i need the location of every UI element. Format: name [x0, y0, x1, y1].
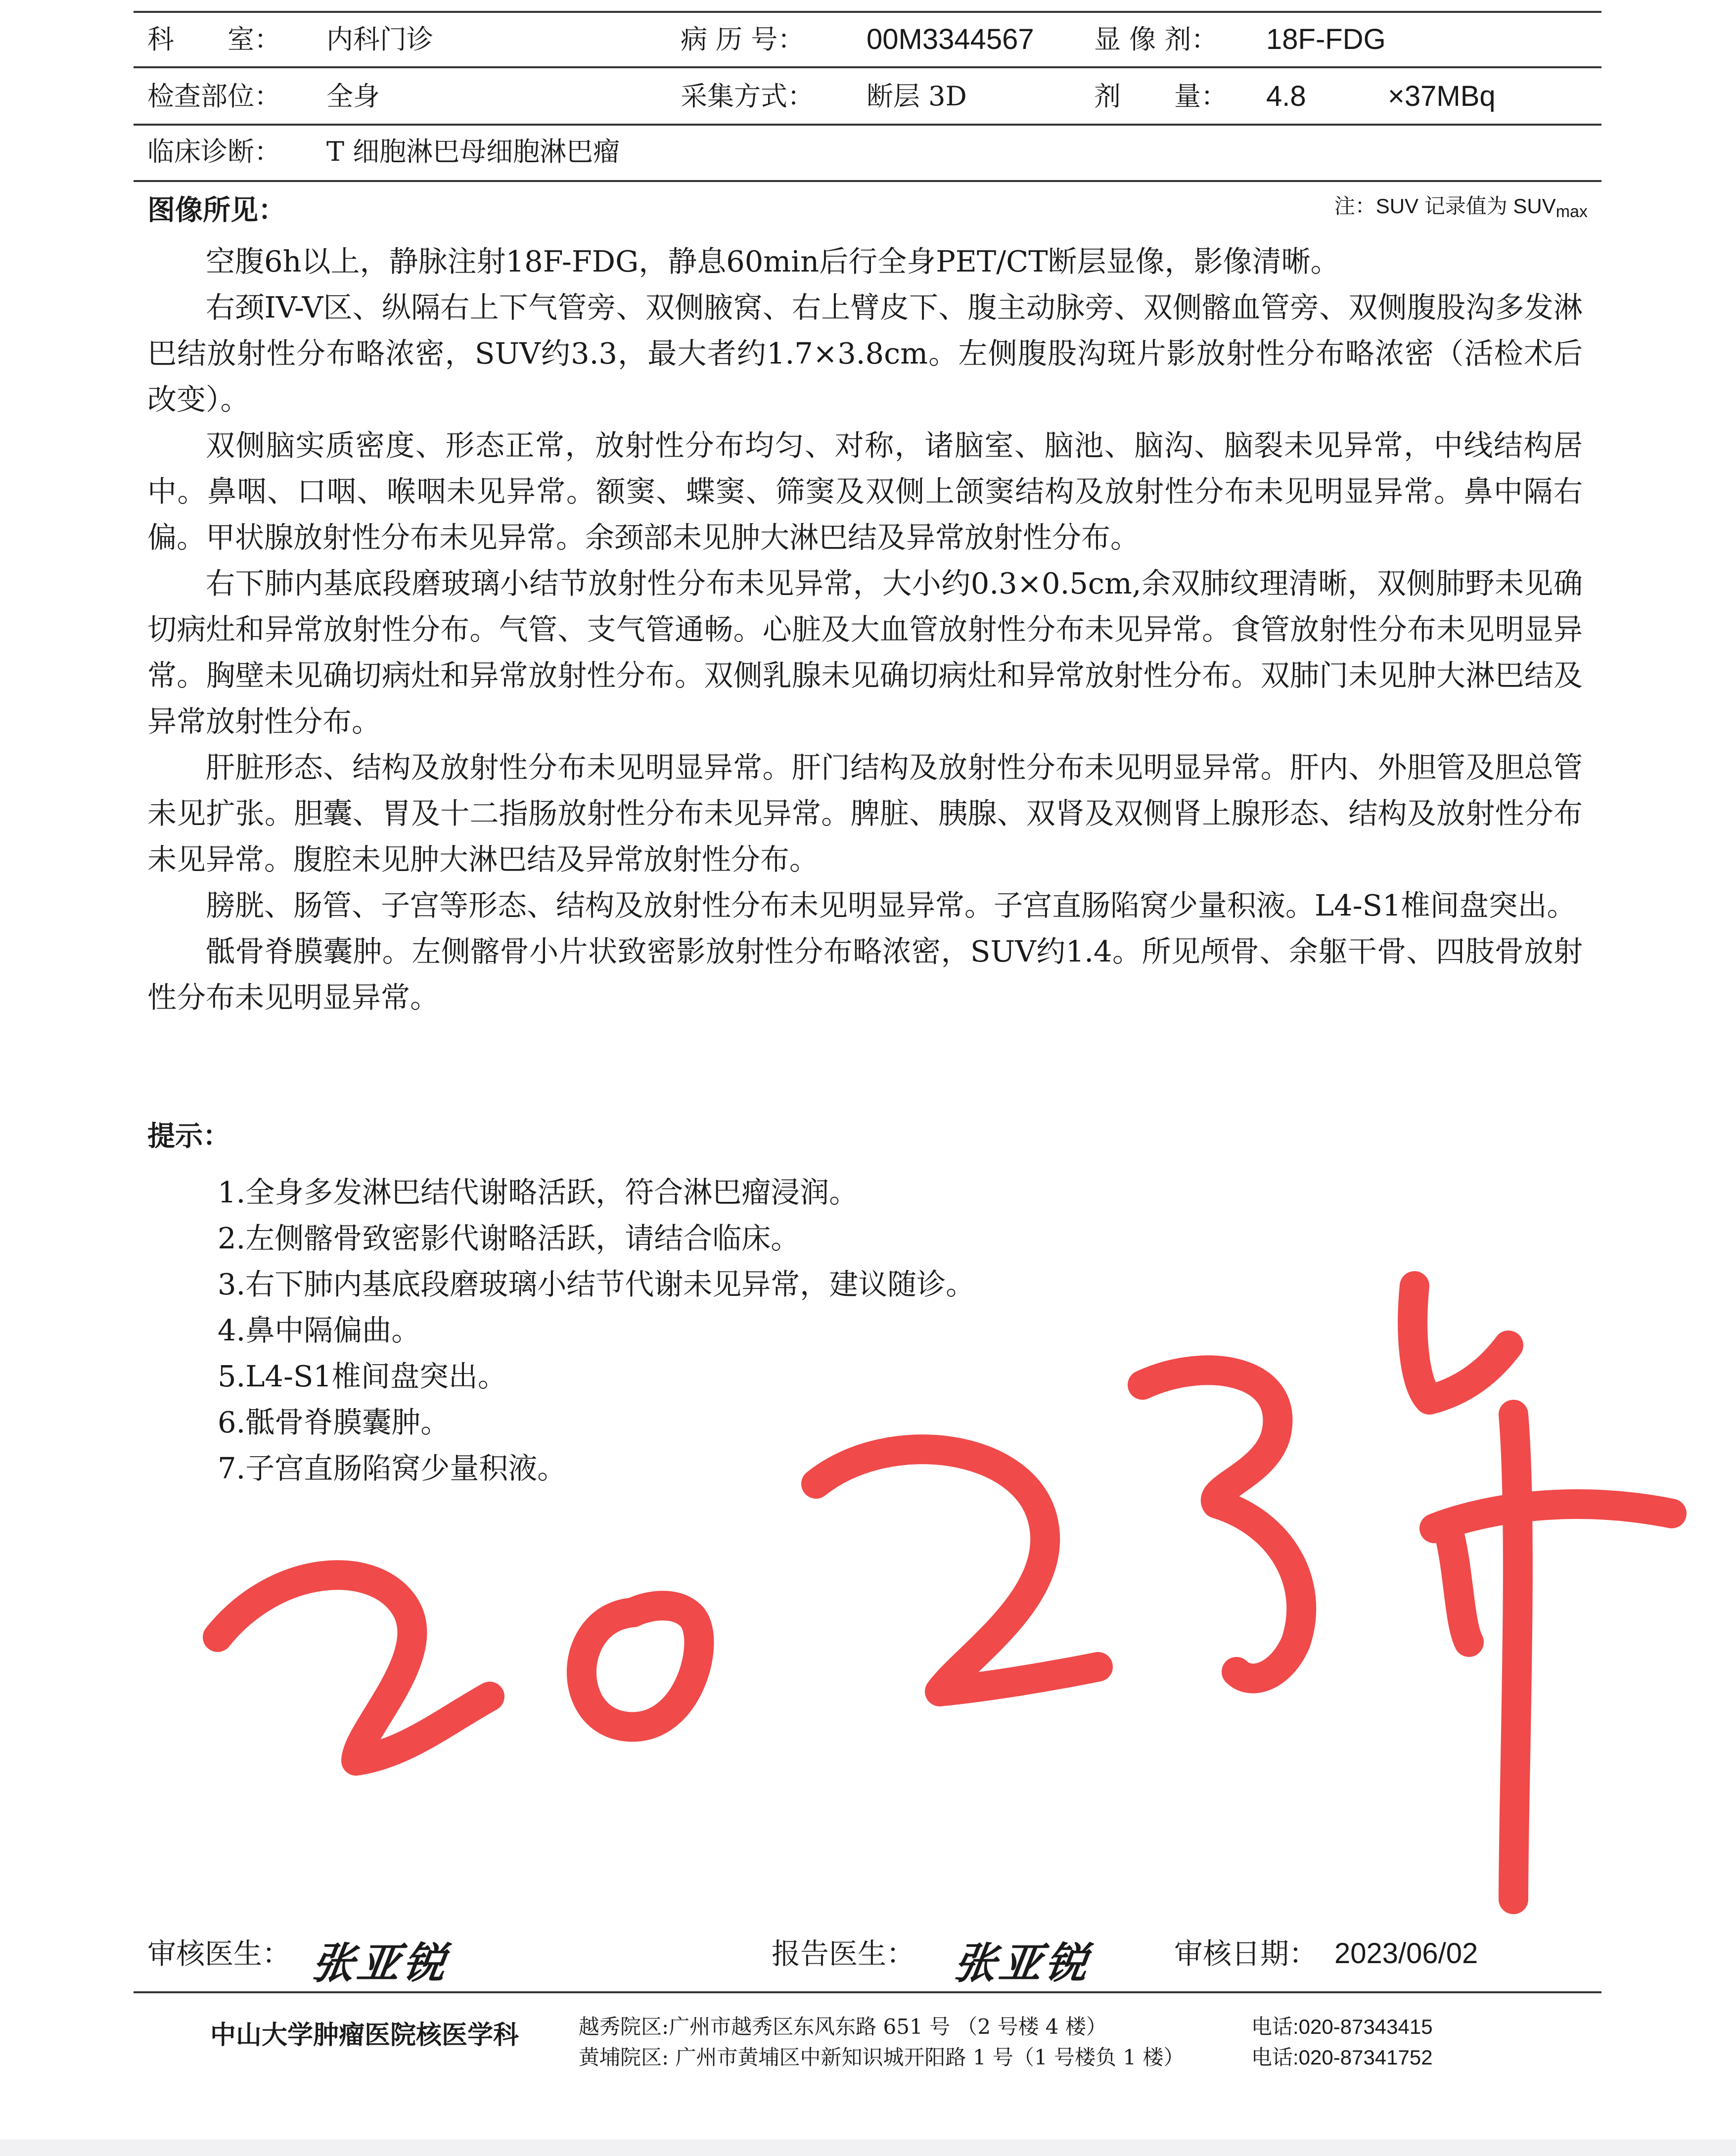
- institution-name: 中山大学肿瘤医院核医学科: [210, 2020, 519, 2050]
- dose-value: 4.8: [1266, 80, 1306, 112]
- mode-value: 断层 3D: [867, 81, 967, 112]
- finding-paragraph: 双侧脑实质密度、形态正常，放射性分布均匀、对称，诸脑室、脑池、脑沟、脑裂未见异常，中线结构居中。鼻咽、口咽、喉咽未见异常。额窦、蝶窦、筛窦及双侧上颌窦结构及放射性分布未见明显异常。鼻中隔右偏。甲状腺放射性分布未见异常。余颈部未见肿大淋巴结及异常放射性分布。: [147, 428, 1583, 554]
- part-value: 全身: [326, 81, 380, 112]
- tip-item: 7.子宫直肠陷窝少量积液。: [218, 1451, 567, 1485]
- tips-title: 提示：: [147, 1120, 230, 1152]
- campus-address: 越秀院区:广州市越秀区东风东路 651 号 （2 号楼 4 楼）: [579, 2015, 1107, 2039]
- review-date-label: 审核日期：: [1174, 1937, 1318, 1971]
- campus-phone: 电话:020-87341752: [1251, 2046, 1433, 2069]
- tip-item: 5.L4-S1椎间盘突出。: [218, 1359, 507, 1393]
- reporter-signature: 张亚锐: [950, 1938, 1095, 1988]
- bottom-strip: [0, 2139, 1736, 2156]
- tip-item: 6.骶骨脊膜囊肿。: [218, 1405, 450, 1439]
- finding-paragraph: 右颈IV-V区、纵隔右上下气管旁、双侧腋窝、右上臂皮下、腹主动脉旁、双侧髂血管旁、双侧腹股沟多发淋巴结放射性分布略浓密，SUV约3.3，最大者约1.7×3.8cm。左侧腹股沟斑片影放射性分布略浓密（活检术后改变）。: [147, 290, 1583, 416]
- dose-unit: ×37MBq: [1388, 80, 1496, 112]
- campus-address: 黄埔院区: 广州市黄埔区中新知识城开阳路 1 号（1 号楼负 1 楼）: [579, 2045, 1185, 2069]
- record-value: 00M3344567: [867, 23, 1034, 55]
- agent-value: 18F-FDG: [1266, 23, 1386, 55]
- reviewer-signature: 张亚锐: [308, 1938, 453, 1988]
- record-label: 病 历 号：: [681, 24, 805, 55]
- review-date-value: 2023/06/02: [1334, 1937, 1478, 1970]
- finding-paragraph: 空腹6h以上，静脉注射18F-FDG，静息60min后行全身PET/CT断层显像，影像清晰。: [206, 244, 1340, 278]
- tip-item: 3.右下肺内基底段磨玻璃小结节代谢未见异常，建议随诊。: [218, 1267, 975, 1301]
- tip-item: 4.鼻中隔偏曲。: [218, 1313, 421, 1347]
- findings-title: 图像所见：: [147, 194, 286, 227]
- reporter-label: 报告医生：: [772, 1937, 915, 1971]
- suv-note-text: 注：SUV 记录值为 SUV: [1334, 194, 1556, 218]
- agent-label: 显 像 剂：: [1094, 24, 1218, 55]
- dept-label: 科 室：: [147, 24, 281, 55]
- finding-paragraph: 骶骨脊膜囊肿。左侧髂骨小片状致密影放射性分布略浓密，SUV约1.4。所见颅骨、余躯干骨、四肢骨放射性分布未见明显异常。: [147, 934, 1583, 1014]
- diagnosis-value: T 细胞淋巴母细胞淋巴瘤: [326, 136, 620, 167]
- suv-note-sub: max: [1555, 202, 1588, 221]
- dose-label: 剂 量：: [1094, 81, 1228, 112]
- finding-paragraph: 右下肺内基底段磨玻璃小结节放射性分布未见异常，大小约0.3×0.5cm,余双肺纹理清晰，双侧肺野未见确切病灶和异常放射性分布。气管、支气管通畅。心脏及大血管放射性分布未见异常。食管放射性分布未见明显异常。胸壁未见确切病灶和异常放射性分布。双侧乳腺未见确切病灶和异常放射性分布。双肺门未见肿大淋巴结及异常放射性分布。: [147, 566, 1583, 738]
- finding-paragraph: 膀胱、肠管、子宫等形态、结构及放射性分布未见明显异常。子宫直肠陷窝少量积液。L4-S1椎间盘突出。: [206, 888, 1576, 922]
- reviewer-label: 审核医生：: [147, 1937, 291, 1971]
- diagnosis-label: 临床诊断：: [147, 136, 281, 167]
- tip-item: 1.全身多发淋巴结代谢略活跃，符合淋巴瘤浸润。: [218, 1175, 859, 1209]
- mode-label: 采集方式：: [681, 81, 814, 112]
- campus-phone: 电话:020-87343415: [1251, 2015, 1433, 2038]
- tip-item: 2.左侧髂骨致密影代谢略活跃，请结合临床。: [218, 1221, 800, 1255]
- finding-paragraph: 肝脏形态、结构及放射性分布未见明显异常。肝门结构及放射性分布未见明显异常。肝内、外胆管及胆总管未见扩张。胆囊、胃及十二指肠放射性分布未见异常。脾脏、胰腺、双肾及双侧肾上腺形态、结构及放射性分布未见异常。腹腔未见肿大淋巴结及异常放射性分布。: [147, 750, 1583, 876]
- dept-value: 内科门诊: [326, 24, 433, 55]
- part-label: 检查部位：: [147, 81, 281, 112]
- footer-rule: [134, 1991, 1601, 1993]
